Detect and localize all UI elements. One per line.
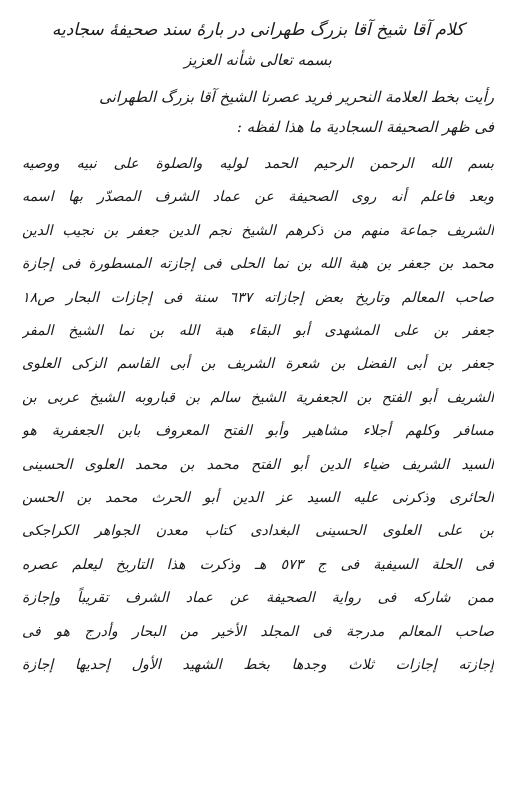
text-line: ممن شاركه فى رواية الصحيفة عن عماد الشرف تقريباً وإجازة	[22, 590, 494, 607]
text-line: الشريف أبو الفتح بن الجعفرية الشيخ سالم بن قباروبه الشيخ عربى بن	[22, 389, 494, 406]
text-line: صاحب المعالم وتاريخ بعض إجازاته ٦٣٧ سنة فى إجازات البحار ص١٨	[22, 289, 494, 306]
text-line: صاحب المعالم مدرجة فى المجلد الأخير من البحار وأدرج هو فى	[22, 623, 494, 640]
text-line: الحائرى وذكرنى عليه السيد عز الدين أبو الحرث محمد بن الحسن	[22, 490, 494, 507]
intro-paragraph	[22, 82, 494, 142]
text-line: فى الحلة السيفية فى ج ٥٧٣ هـ وذكرت هذا التاريخ ليعلم عصره	[22, 556, 494, 573]
text-line: جعفر بن على المشهدى أبو البقاء هبة الله بن نما الشيخ المفر	[22, 323, 494, 340]
text-line: إجازته إجازات ثلاث وجدها بخط الشهيد الأول إحديها إجازة	[22, 657, 494, 674]
text-line: الشريف جماعة منهم من ذكرهم الشيخ نجم الدين جعفر بن نجيب الدين	[22, 222, 494, 239]
text-line: محمد بن جعفر بن هبة الله بن نما الحلى فى إجازته المسطورة فى إجازة	[22, 256, 494, 273]
document-subtitle: بسمه تعالى شأنه العزيز	[184, 51, 332, 69]
text-line: بن على العلوى الحسينى البغدادى كتاب معدن الجواهر الكراجكى	[22, 523, 494, 540]
intro-line: رأيت بخط العلامة النحرير فريد عصرنا الشيخ آقا بزرگ الطهرانى	[99, 88, 494, 106]
body-text	[22, 148, 494, 683]
text-line: جعفر بن أبى الفضل بن شعرة الشريف بن أبى القاسم الزكى العلوى	[22, 356, 494, 373]
document-title: كلام آقا شيخ آقا بزرگ طهرانى در بارۀ سند صحيفۀ سجاديه	[51, 20, 465, 40]
text-line: وبعد فاعلم أنه روى الصحيفة عن عماد الشرف المصدّر بها اسمه	[22, 189, 494, 206]
intro-line: فى ظهر الصحيفة السجادية ما هذا لفظه :	[236, 118, 494, 136]
text-line: السيد الشريف ضياء الدين أبو الفتح محمد بن محمد العلوى الحسينى	[22, 456, 494, 473]
text-line: مسافر وكلهم أجلاء مشاهير وأبو الفتح المعروف بابن الجعفرية هو	[22, 423, 494, 440]
text-line: بسم الله الرحمن الرحيم الحمد لوليه والصلوة على نبيه ووصيه	[22, 156, 494, 172]
